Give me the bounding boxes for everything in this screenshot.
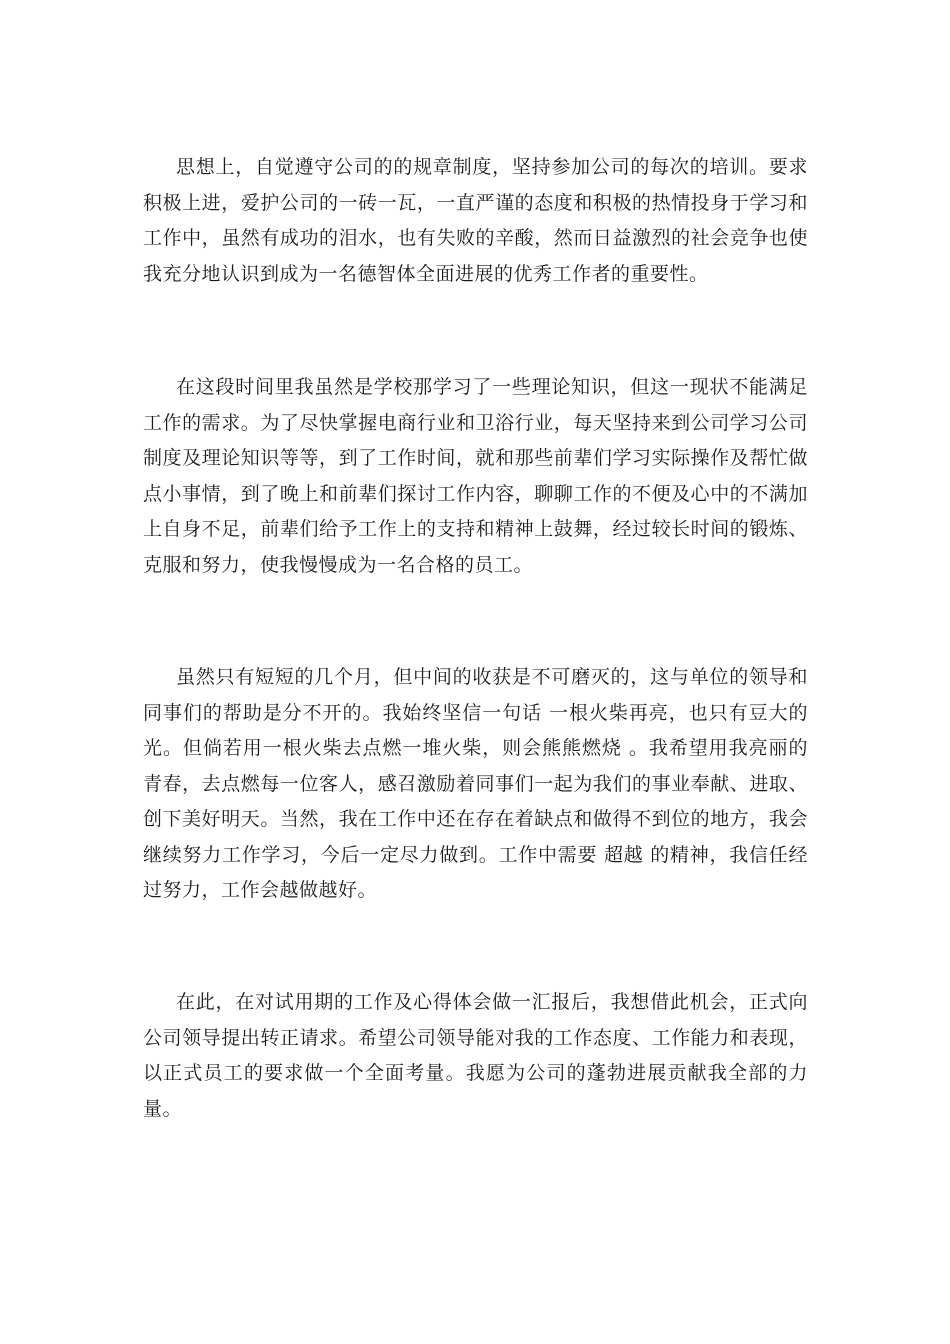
paragraph-1: 思想上，自觉遵守公司的的规章制度，坚持参加公司的每次的培训。要求积极上进，爱护公司的一砖一瓦，一直严谨的态度和积极的热情投身于学习和工作中，虽然有成功的泪水，也有失败的辛酸，然而日益激烈的社会竞争也使我充分地认识到成为一名德智体全面进展的优秀工作者的重要性。 bbox=[143, 156, 808, 285]
paragraph-4: 在此，在对试用期的工作及心得体会做一汇报后，我想借此机会，正式向公司领导提出转正请求。希望公司领导能对我的工作态度、工作能力和表现，以正式员工的要求做一个全面考量。我愿为公司的蓬勃进展贡献我全部的力量。 bbox=[143, 991, 808, 1120]
paragraph-2: 在这段时间里我虽然是学校那学习了一些理论知识，但这一现状不能满足工作的需求。为了尽快掌握电商行业和卫浴行业，每天坚持来到公司学习公司制度及理论知识等等，到了工作时间，就和那些前辈们学习实际操作及帮忙做点小事情，到了晚上和前辈们探讨工作内容，聊聊工作的不便及心中的不满加上自身不足，前辈们给予工作上的支持和精神上鼓舞，经过较长时间的锻炼、克服和努力，使我慢慢成为一名合格的员工。 bbox=[143, 376, 808, 576]
paragraph-3: 虽然只有短短的几个月，但中间的收获是不可磨灭的，这与单位的领导和同事们的帮助是分不开的。我始终坚信一句话 一根火柴再亮，也只有豆大的光。但倘若用一根火柴去点燃一堆火柴，则会熊熊燃烧 。我希望用我亮丽的青春，去点燃每一位客人，感召激励着同事们一起为我们的事业奉献、进取、创下美好明天。当然，我在工作中还在存在着缺点和做得不到位的地方，我会继续努力工作学习，今后一定尽力做到。工作中需要 超越 的精神，我信任经过努力，工作会越做越好。 bbox=[143, 666, 808, 901]
